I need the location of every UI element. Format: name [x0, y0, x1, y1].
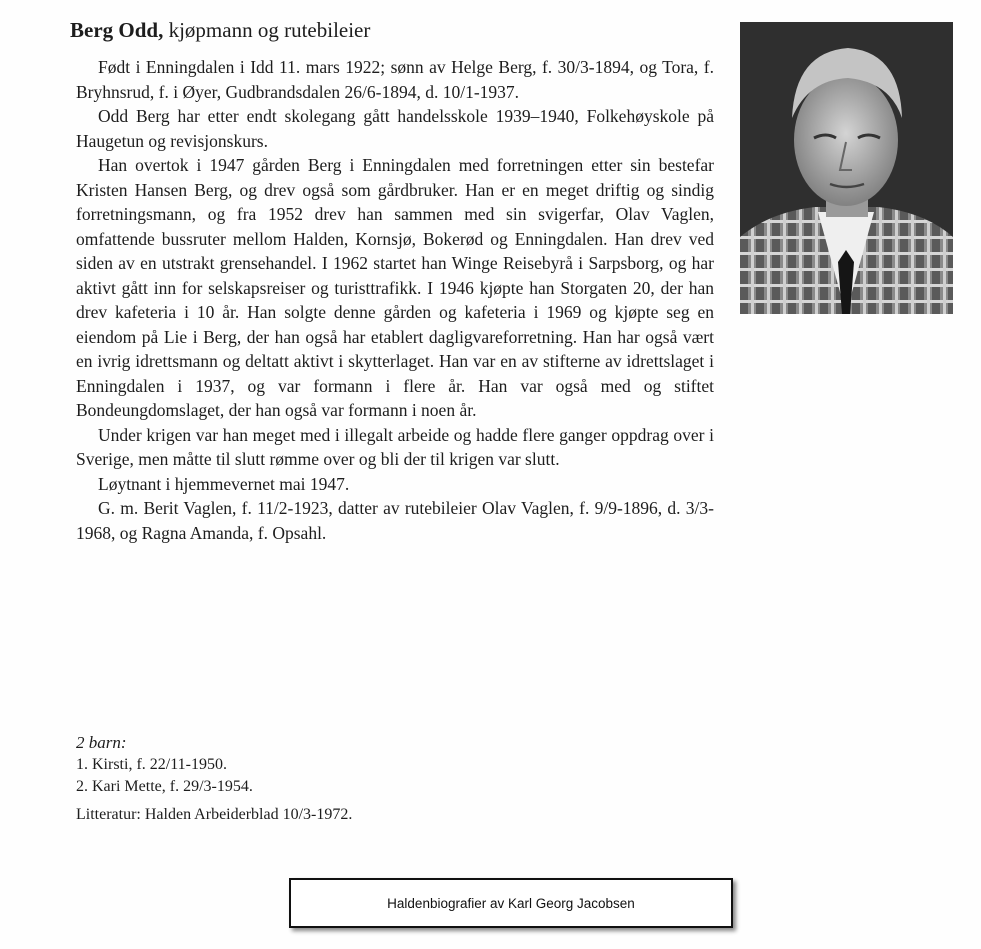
bio-paragraph-birth: Født i Enningdalen i Idd 11. mars 1922; sønn av Helge Berg, f. 30/3-1894, og Tora, f. Bryhnsrud, f. i Øyer, Gudbrandsdalen 26/6-1894, d. 10/1-1937.	[76, 57, 714, 102]
person-name: Berg Odd,	[70, 18, 164, 42]
bio-paragraph-war: Under krigen var han meget med i illegalt arbeide og hadde flere ganger oppdrag over i Sverige, men måtte til slutt rømme over og bli der til krigen var slutt.	[76, 424, 714, 469]
portrait-illustration	[740, 22, 953, 314]
children-list	[76, 732, 253, 798]
child-item: 1. Kirsti, f. 22/11-1950.	[76, 756, 227, 773]
children-label: 2 barn:	[76, 733, 127, 752]
biography-text	[76, 55, 714, 545]
bio-paragraph-military: Løytnant i hjemmevernet mai 1947.	[98, 473, 350, 494]
child-item: 2. Kari Mette, f. 29/3-1954.	[76, 778, 253, 795]
caption-box	[289, 878, 733, 928]
bio-paragraph-education: Odd Berg har etter endt skolegang gått handelsskole 1939–1940, Folkehøyskole på Haugetun og revisjonskurs.	[76, 106, 714, 151]
literature-reference: Litteratur: Halden Arbeiderblad 10/3-1972.	[76, 806, 353, 823]
bio-paragraph-marriage: G. m. Berit Vaglen, f. 11/2-1923, datter av rutebileier Olav Vaglen, f. 9/9-1896, d. 3/3-1968, og Ragna Amanda, f. Opsahl.	[76, 498, 714, 543]
bio-paragraph-career: Han overtok i 1947 gården Berg i Enningdalen med forretningen etter sin bestefar Kristen Hansen Berg, og drev også som gårdbruker. Han er en meget driftig og sindig forretningsmann, og fra 1952 drev han sammen med sin svigerfar, Olav Vaglen, omfattende bussruter mellom Halden, Kornsjø, Bokerød og Enningdalen. Han drev ved siden av en utstrakt grensehandel. I 1962 startet han Winge Reisebyrå i Sarpsborg, og har aktivt gått inn for selskapsreiser og turisttrafikk. I 1946 kjøpte han Storgaten 20, der han drev kafeteria i 10 år. Han solgte denne gården og kafeteria i 1969 og kjøpte seg en eiendom på Lie i Berg, der han også har etablert dagligvareforretning. Han har også vært en ivrig idrettsmann og deltatt aktivt i skytterlaget. Han var en av stifterne av idrettslaget i Enningdalen i 1937, og var formann i flere år. Han var også med og stiftet Bondeungdomslaget, der han også var formann i noen år.	[76, 155, 714, 420]
portrait-photo	[740, 22, 953, 314]
page-title	[70, 18, 370, 43]
caption-text: Haldenbiografier av Karl Georg Jacobsen	[387, 895, 635, 911]
person-occupation: kjøpmann og rutebileier	[168, 18, 371, 42]
